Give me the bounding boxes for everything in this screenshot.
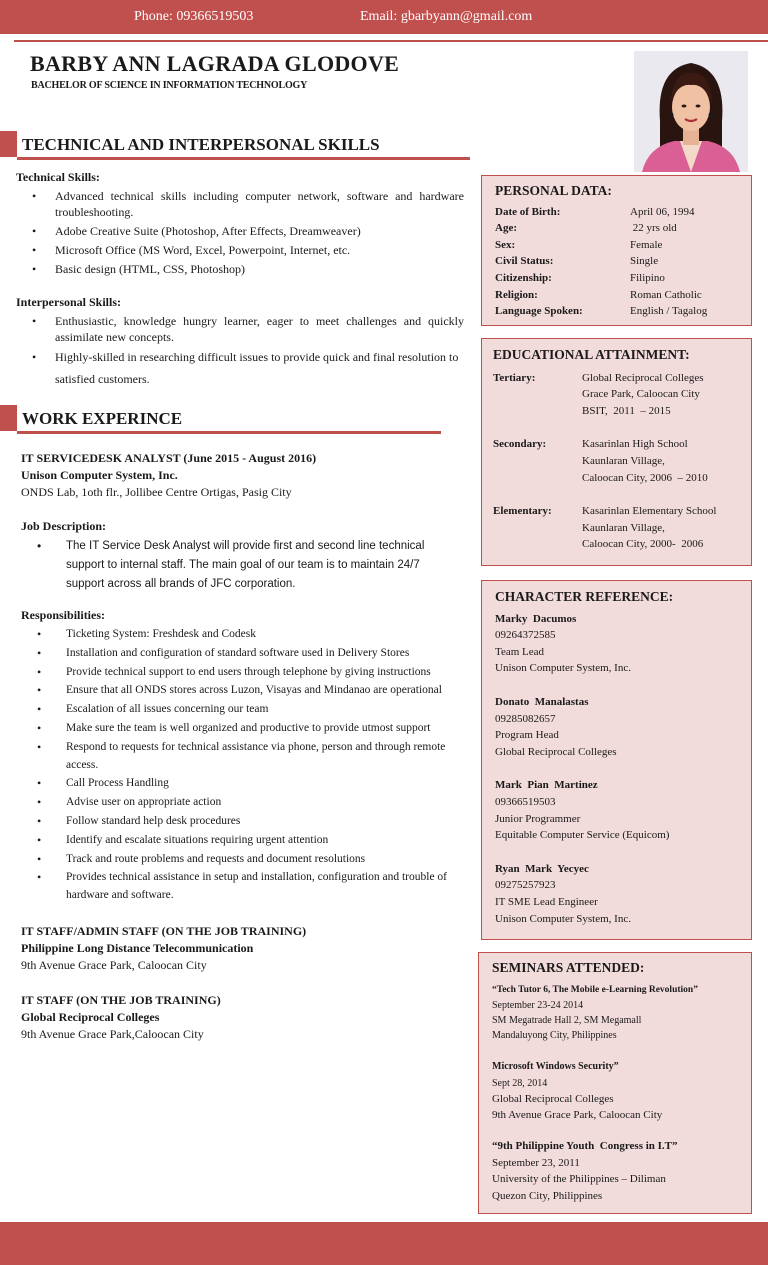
reference-name: Marky Dacumos	[495, 612, 577, 625]
job-title: IT STAFF (ON THE JOB TRAINING)	[21, 992, 221, 1007]
reference-entry	[495, 694, 738, 760]
job-title: IT SERVICEDESK ANALYST (June 2015 - August 2016)	[21, 451, 317, 465]
list-item: • Advanced technical skills including computer network, software and hardware troubleshooting.	[16, 188, 464, 220]
reference-name: Donato Manalastas	[495, 695, 589, 708]
list-item: • Highly-skilled in researching difficult issues to provide quick and final resolution to satisfied customers.	[16, 346, 464, 390]
reference-role: Junior Programmer	[495, 812, 581, 825]
interpersonal-skills-list	[16, 313, 464, 390]
education-line: Kasarinlan Elementary School	[582, 505, 717, 518]
job-company: Unison Computer System, Inc.	[21, 468, 178, 482]
job-description-list	[21, 537, 461, 594]
education-line: BSIT, 2011 – 2015	[582, 404, 671, 417]
list-item: • Respond to requests for technical assistance via phone, person and through remote access.	[21, 739, 461, 775]
list-item: • The IT Service Desk Analyst will provide first and second line technical support to internal staff. The main goal of our team is to maintain 24/7 support across all brands of JFC corporation.	[21, 537, 461, 594]
seminar-line: Mandaluyong City, Philippines	[492, 1030, 617, 1042]
list-item: • Track and route problems and requests and document resolutions	[21, 851, 461, 869]
list-item: • Ensure that all ONDS stores across Luzon, Visayas and Mindanao are operational	[21, 682, 461, 700]
seminars-box	[478, 952, 752, 1214]
row-value: Female	[630, 238, 663, 251]
seminar-line: Sept 28, 2014	[492, 1077, 548, 1089]
row-label: Religion:	[495, 288, 538, 301]
list-item: • Advise user on appropriate action	[21, 794, 461, 812]
skills-heading-text: TECHNICAL AND INTERPERSONAL SKILLS	[22, 135, 380, 154]
row-value: Single	[630, 255, 659, 268]
reference-heading: CHARACTER REFERENCE:	[495, 589, 674, 604]
seminar-title: Microsoft Windows Security”	[492, 1061, 619, 1073]
row-value: Filipino	[630, 271, 665, 284]
seminar-line: September 23, 2011	[492, 1156, 580, 1169]
reference-name: Mark Pian Martinez	[495, 779, 598, 792]
row-label: Age:	[495, 222, 517, 235]
list-item: • Provide technical support to end users through telephone by giving instructions	[21, 664, 461, 682]
education-level: Tertiary:	[493, 371, 536, 384]
technical-skills-list	[16, 188, 464, 277]
list-item: • Follow standard help desk procedures	[21, 813, 461, 831]
education-line: Caloocan City, 2000- 2006	[582, 538, 704, 551]
seminar-line: Quezon City, Philippines	[492, 1189, 603, 1202]
personal-row	[495, 287, 738, 304]
reference-entry	[495, 777, 738, 843]
list-item: • Basic design (HTML, CSS, Photoshop)	[16, 261, 464, 277]
reference-entry	[495, 861, 738, 927]
job-address: ONDS Lab, 1oth flr., Jollibee Centre Ortigas, Pasig City	[21, 485, 292, 499]
seminar-line: Global Reciprocal Colleges	[492, 1092, 614, 1105]
education-line: Grace Park, Caloocan City	[582, 388, 700, 401]
responsibilities-label: Responsibilities:	[21, 608, 106, 622]
seminar-line: 9th Avenue Grace Park, Caloocan City	[492, 1109, 663, 1122]
work-section	[21, 450, 461, 1043]
reference-phone: 09264372585	[495, 629, 556, 642]
reference-entry	[495, 611, 738, 677]
list-item: • Identify and escalate situations requiring urgent attention	[21, 832, 461, 850]
character-reference-box	[481, 580, 752, 940]
row-value: April 06, 1994	[630, 205, 695, 218]
reference-name: Ryan Mark Yecyec	[495, 862, 589, 875]
skills-heading	[0, 131, 470, 161]
row-value: English / Tagalog	[630, 305, 708, 318]
phone-text: Phone: 09366519503	[134, 9, 254, 24]
personal-data-box	[481, 175, 752, 326]
personal-row	[495, 270, 738, 287]
interpersonal-skills-label: Interpersonal Skills:	[16, 295, 122, 309]
candidate-name: BARBY ANN LAGRADA GLODOVE	[30, 51, 400, 76]
reference-role: Team Lead	[495, 645, 545, 658]
reference-role: Program Head	[495, 729, 559, 742]
personal-data-heading: PERSONAL DATA:	[495, 183, 612, 198]
reference-org: Unison Computer System, Inc.	[495, 662, 631, 675]
row-label: Date of Birth:	[495, 205, 561, 218]
work-heading-text: WORK EXPERINCE	[22, 409, 183, 428]
row-label: Language Spoken:	[495, 305, 583, 318]
reference-phone: 09285082657	[495, 712, 556, 725]
personal-row	[495, 220, 738, 237]
job-company: Philippine Long Distance Telecommunication	[21, 940, 254, 955]
education-entry	[493, 370, 740, 420]
footer-bar	[0, 1222, 768, 1265]
reference-org: Equitable Computer Service (Equicom)	[495, 829, 670, 842]
seminars-heading: SEMINARS ATTENDED:	[492, 960, 645, 975]
list-item: • Make sure the team is well organized and productive to provide utmost support	[21, 720, 461, 738]
education-line: Kaunlaran Village,	[582, 454, 665, 467]
education-level: Elementary:	[493, 505, 552, 518]
seminar-line: September 23-24 2014	[492, 1000, 584, 1012]
job-title: IT STAFF/ADMIN STAFF (ON THE JOB TRAINING)	[21, 923, 307, 938]
row-value: Roman Catholic	[630, 288, 702, 301]
contact-bar	[0, 0, 768, 34]
education-heading: EDUCATIONAL ATTAINMENT:	[493, 347, 690, 362]
email-text: Email: gbarbyann@gmail.com	[360, 9, 533, 24]
responsibilities-list	[21, 626, 461, 905]
job-entry-2	[21, 923, 461, 974]
personal-row	[495, 253, 738, 270]
skills-section	[16, 169, 464, 393]
row-label: Sex:	[495, 238, 516, 251]
list-item: • Provides technical assistance in setup and installation, configuration and trouble of hardware and software.	[21, 869, 461, 905]
reference-org: Global Reciprocal Colleges	[495, 745, 617, 758]
work-heading	[0, 405, 445, 435]
list-item: • Adobe Creative Suite (Photoshop, After Effects, Dreamweaver)	[16, 223, 464, 239]
profile-photo	[634, 51, 748, 172]
list-item: • Escalation of all issues concerning our team	[21, 701, 461, 719]
reference-phone: 09275257923	[495, 879, 556, 892]
personal-row	[495, 303, 738, 320]
list-item: • Installation and configuration of standard software used in Delivery Stores	[21, 645, 461, 663]
education-box	[481, 338, 752, 566]
row-label: Civil Status:	[495, 255, 554, 268]
list-item: • Microsoft Office (MS Word, Excel, Powerpoint, Internet, etc.	[16, 242, 464, 258]
education-entry	[493, 503, 740, 553]
job-address: 9th Avenue Grace Park, Caloocan City	[21, 957, 207, 972]
reference-phone: 09366519503	[495, 795, 556, 808]
header-divider	[14, 40, 768, 42]
job-address: 9th Avenue Grace Park,Caloocan City	[21, 1026, 204, 1041]
reference-org: Unison Computer System, Inc.	[495, 912, 631, 925]
education-line: Caloocan City, 2006 – 2010	[582, 471, 708, 484]
education-line: Kasarinlan High School	[582, 438, 688, 451]
education-line: Kaunlaran Village,	[582, 521, 665, 534]
row-label: Citizenship:	[495, 271, 552, 284]
list-item: • Call Process Handling	[21, 775, 461, 793]
job-description-label: Job Description:	[21, 519, 106, 533]
seminar-entry	[492, 1138, 738, 1204]
education-level: Secondary:	[493, 438, 547, 451]
seminar-entry	[492, 982, 738, 1044]
technical-skills-label: Technical Skills:	[16, 170, 100, 184]
education-entry	[493, 436, 740, 486]
seminar-title: “9th Philippine Youth Congress in I.T”	[492, 1139, 678, 1152]
personal-row	[495, 204, 738, 221]
seminar-entry	[492, 1059, 738, 1124]
portrait-illustration	[634, 51, 748, 172]
list-item: • Enthusiastic, knowledge hungry learner, eager to meet challenges and quickly assimilate new concepts.	[16, 313, 464, 345]
row-value: 22 yrs old	[630, 222, 677, 235]
job-company: Global Reciprocal Colleges	[21, 1009, 160, 1024]
job-entry-3	[21, 992, 461, 1043]
reference-role: IT SME Lead Engineer	[495, 895, 598, 908]
seminar-line: University of the Philippines – Diliman	[492, 1173, 666, 1186]
candidate-degree: BACHELOR OF SCIENCE IN INFORMATION TECHNOLOGY	[31, 80, 308, 91]
list-item: • Ticketing System: Freshdesk and Codesk	[21, 626, 461, 644]
seminar-title: “Tech Tutor 6, The Mobile e-Learning Revolution”	[492, 984, 698, 995]
education-line: Global Reciprocal Colleges	[582, 371, 704, 384]
personal-row	[495, 237, 738, 254]
seminar-line: SM Megatrade Hall 2, SM Megamall	[492, 1015, 642, 1027]
